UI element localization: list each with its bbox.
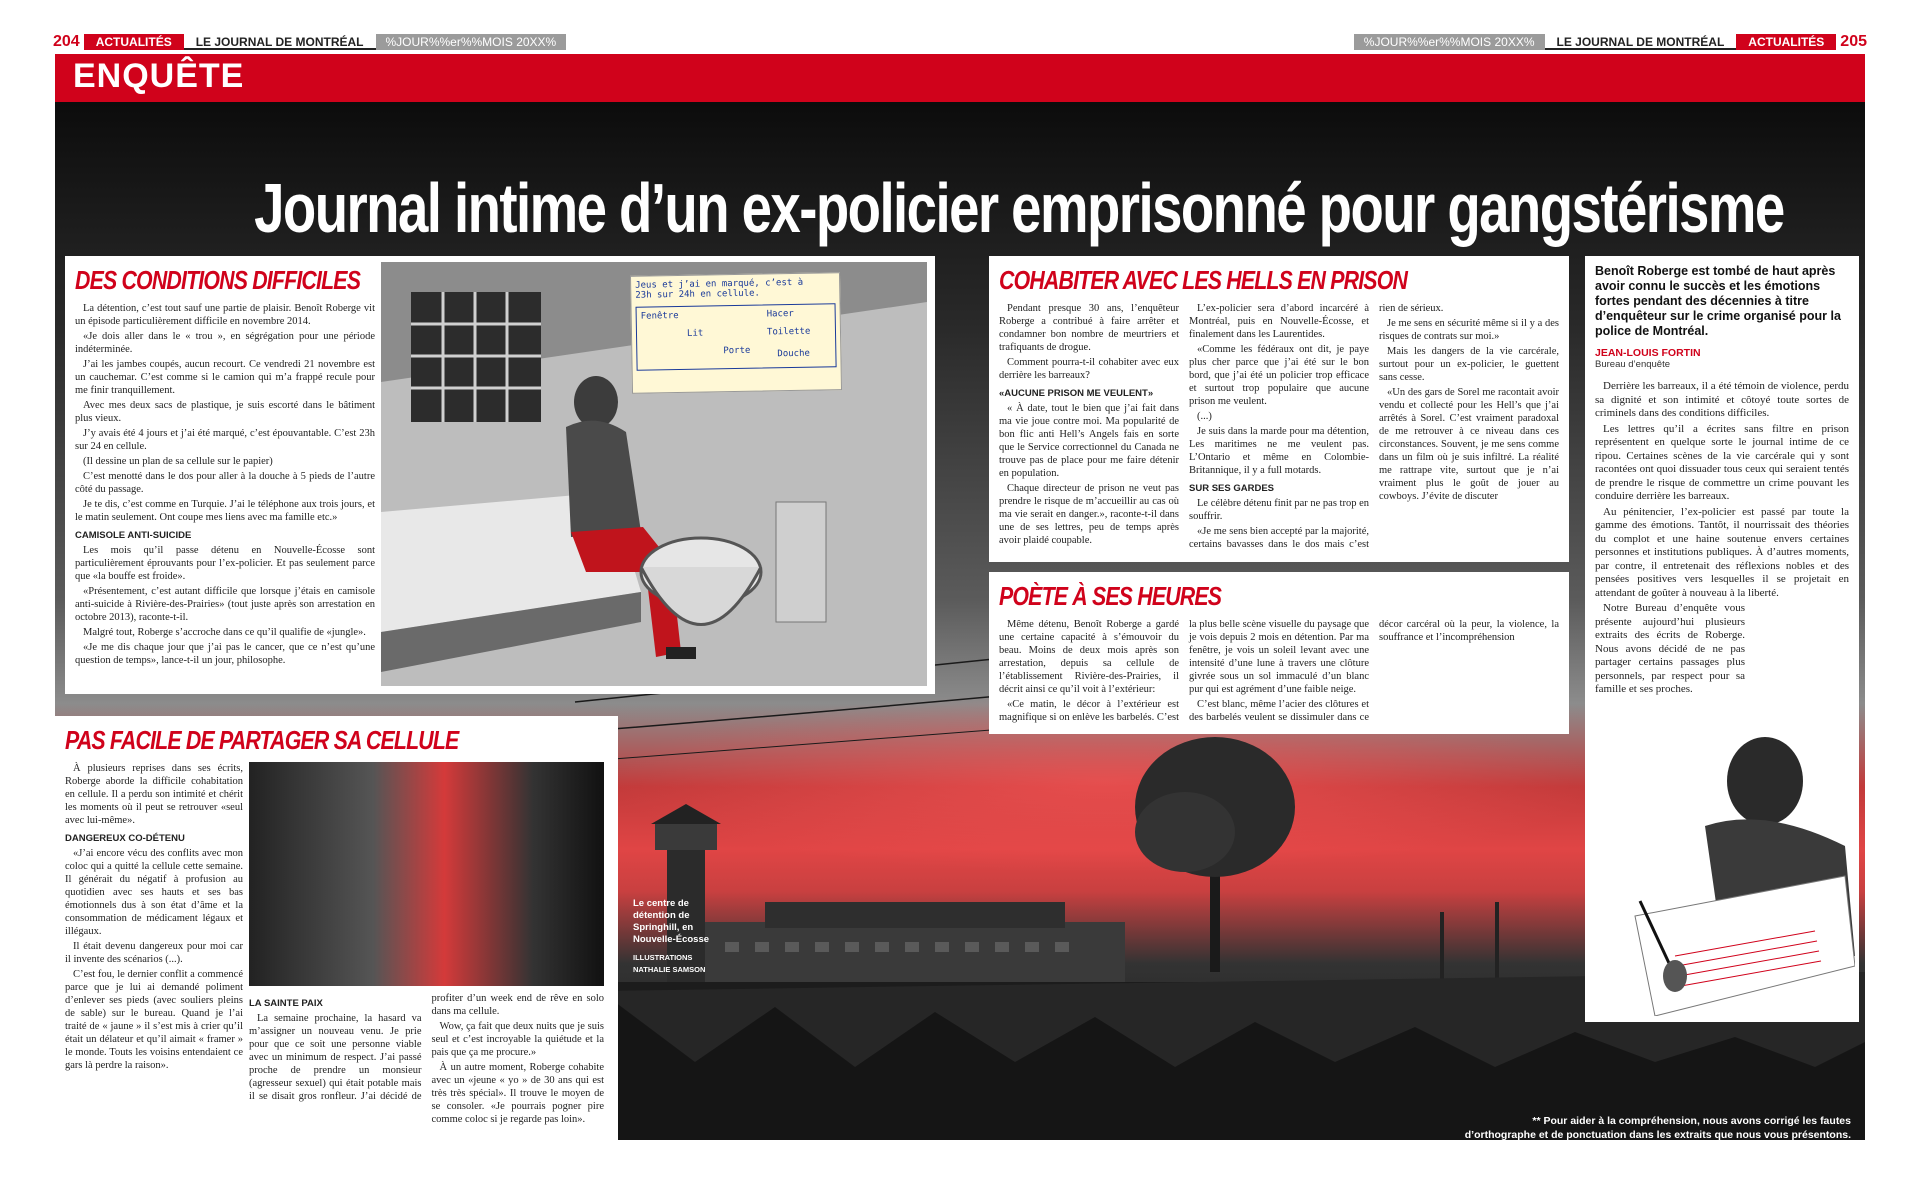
date-placeholder-right: %JOUR%%er%%MOIS 20XX% bbox=[1354, 34, 1545, 50]
article-text bbox=[249, 992, 604, 1126]
paragraph: L’ex-policier sera d’abord incarcéré à Montréal, puis en Nouvelle-Écosse, et finalement dans les Laurentides. bbox=[1189, 303, 1369, 340]
paragraph: Wow, ça fait que deux nuits que je suis seul et c’est incroyable la quiétude et la pais que ça me procure.» bbox=[431, 1021, 604, 1058]
paragraph: Pendant presque 30 ans, l’enquêteur Roberge a contribué à faire arrêter et condamner bon nombre de meurtriers et trafiquants de drogue. bbox=[999, 303, 1179, 353]
footnote bbox=[1431, 1114, 1851, 1142]
lede: Benoît Roberge est tombé de haut après avoir connu le succès et les émotions fortes pendant des décennies à titre d’enquêteur sur le crime organisé pour la police de Montréal. bbox=[1595, 264, 1841, 338]
article-text bbox=[75, 302, 375, 669]
page-number-left: 204 bbox=[53, 33, 80, 50]
paragraph: Notre Bureau d’enquête vous présente aujourd’hui plusieurs extraits des écrits de Roberge. Nous avons décidé de ne pas partager certains passages plus personnels, par respect pour sa famille et ses proches. bbox=[1595, 602, 1745, 695]
paragraph: « À date, tout le bien que j’ai fait dans ma vie joue contre moi. Ma popularité de bon flic anti Hell’s Angels fais en sorte que le Service correctionnel du Canada ne trouve pas de place pour me faire détenir en population. bbox=[999, 403, 1179, 479]
byline: JEAN-LOUIS FORTIN bbox=[1595, 347, 1701, 359]
paragraph: Au pénitencier, l’ex-policier est passé par toute la gamme des émotions. Tantôt, il nourrissait des théories du complot et une haine soutenue envers certaines personnes et institutions publiques. À d’autres moments, par contre, il entretenait des réflexions nobles et des pensées positives vers lesquelles il se projetait en attendant de goûter à nouveau à la liberté. bbox=[1595, 505, 1849, 599]
headline: Journal intime d’un ex-policier emprisonné pour gangstérisme bbox=[254, 169, 1784, 247]
paragraph: Je te dis, c’est comme en Turquie. J’ai le téléphone aux trois jours, et le matin seulement. Ont coupe mes liens avec ma famille etc.» bbox=[75, 499, 375, 523]
paragraph: La détention, c’est tout sauf une partie de plaisir. Benoît Roberge vit un épisode particulièrement difficile en novembre 2014. bbox=[75, 303, 375, 327]
paragraph: «Je me dis chaque jour que j’ai pas le cancer, que ce n’est qu’une question de temps», lance-t-il un jour, philosophe. bbox=[75, 642, 375, 666]
footnote-line: ** Pour aider à la compréhension, nous avons corrigé les fautes bbox=[1532, 1115, 1851, 1127]
paragraph: Mais les dangers de la vie carcérale, surtout pour un ex-policier, le guettent sans cesse. bbox=[1379, 346, 1559, 383]
subheading: CAMISOLE ANTI-SUICIDE bbox=[75, 530, 192, 541]
footnote-line: d’orthographe et de ponctuation dans les extraits que nous vous présentons. bbox=[1464, 1129, 1851, 1141]
folio-left bbox=[49, 34, 566, 50]
panel-intro bbox=[1585, 256, 1859, 1022]
subheading: SUR SES GARDES bbox=[1189, 483, 1274, 494]
paragraph: «Ce matin, le décor à l’extérieur est magnifique si on enlève les barbelés. C’est la plus belle scène visuelle du paysage que je vois depuis 2 mois en détention. Par ma fenêtre, je vois un soleil levant avec une intensité d’une lune à travers une clôture givrée sous un sol immaculé d’un blanc pur qui est agrément d’une faible neige. bbox=[999, 619, 1369, 723]
article-text bbox=[999, 618, 1559, 728]
paragraph: Les mois qu’il passe détenu en Nouvelle-Écosse sont particulièrement éprouvants pour l’ex-policier. Et pas seulement parce que «la bouffe est froide». bbox=[75, 545, 375, 582]
paragraph: «Comme les fédéraux ont dit, je paye plus cher parce que j’ai été sur le bon bord, que j’ai été un policier trop efficace et surtout trop populaire que aucune prison me veulent. bbox=[1189, 344, 1369, 407]
section-banner bbox=[55, 54, 1865, 102]
paragraph: Même détenu, Benoît Roberge a gardé une certaine capacité à s’émouvoir du beau. Moins de deux mois après son arrestation, depuis sa cellule de l’établissement Rivière-des-Prairies, il décrit ainsi ce qu’il voit à l’extérieur: bbox=[999, 619, 1179, 695]
paragraph: J’y avais été 4 jours et j’ai été marqué, c’est épouvantable. C’est 23h sur 24 en cellule. bbox=[75, 428, 375, 452]
panel-partager bbox=[55, 716, 618, 1140]
article-text bbox=[1595, 380, 1849, 697]
article-text bbox=[999, 302, 1559, 554]
credit-label: ILLUSTRATIONS bbox=[633, 953, 693, 962]
cell-plan-drawing bbox=[636, 303, 837, 370]
folio-right bbox=[1354, 34, 1871, 50]
date-placeholder-left: %JOUR%%er%%MOIS 20XX% bbox=[376, 34, 567, 50]
paragraph: J’ai les jambes coupés, aucun recourt. Ce vendredi 21 novembre est un cauchemar. C’est comme si le camion qui m’a frappé recule pour me finir tranquillement. bbox=[75, 359, 375, 396]
paragraph: Comment pourra-t-il cohabiter avec eux derrière les barreaux? bbox=[999, 357, 1179, 381]
panel-title: POÈTE À SES HEURES bbox=[999, 581, 1222, 611]
panel-title: DES CONDITIONS DIFFICILES bbox=[75, 265, 361, 295]
kicker: ENQUÊTE bbox=[73, 57, 245, 95]
paragraph: C’est blanc, même l’acier des clôtures et des barbelés veulent se dissimuler dans ce décor carcéral où la peur, la violence, la souffrance et l’incompréhension bbox=[1189, 619, 1559, 723]
handwritten-note bbox=[630, 272, 842, 394]
article-text bbox=[65, 762, 243, 1074]
panel-title: COHABITER AVEC LES HELLS EN PRISON bbox=[999, 265, 1408, 295]
paragraph: À un autre moment, Roberge cohabite avec un «jeune « yo » de 30 ans qui est très très spécial». Il trouve le moyen de se consoler. «Je pourrais pogner pire comme coloc si je regarde pas loin». bbox=[431, 1062, 604, 1125]
paragraph: Il était devenu dangereux pour moi car il invente des scénarios (...). bbox=[65, 941, 243, 965]
article-body bbox=[55, 102, 1865, 1140]
plan-label: Toilette bbox=[766, 326, 811, 338]
paragraph: «Je me sens bien accepté par la majorité, certains bavasses dans le dos mais c’est rien de sérieux. bbox=[1189, 303, 1444, 550]
section-label-left: ACTUALITÉS bbox=[84, 34, 184, 50]
plan-label: Douche bbox=[777, 348, 810, 360]
paragraph: C’est menotté dans le dos pour aller à la douche à 5 pieds de l’autre côté du passage. bbox=[75, 471, 375, 495]
paragraph: Le célèbre détenu finit par ne pas trop en souffrir. bbox=[1189, 498, 1370, 522]
plan-label: Lit bbox=[686, 328, 704, 339]
subheading: DANGEREUX CO-DÉTENU bbox=[65, 833, 185, 844]
paragraph: C’est fou, le dernier conflit a commencé parce que je lui ai demandé poliment d’enlever ses pieds (avec souliers pleins de sable) sur le bureau. Quand je l’ai traité de « jaune » il s’est mis à crier qu’il était un délateur et qu’il aimait « framer » le monde. Touts les voisins entendaient ce gars là perdre la raison». bbox=[65, 969, 243, 1071]
panel-poete bbox=[989, 572, 1569, 734]
plan-label: Porte bbox=[723, 345, 751, 357]
plan-label: Fenêtre bbox=[640, 310, 679, 322]
publication-name-left: LE JOURNAL DE MONTRÉAL bbox=[184, 34, 376, 50]
subheading: «AUCUNE PRISON ME VEULENT» bbox=[999, 388, 1154, 399]
note-line: Jeus et j’ai en marqué, c’est à bbox=[635, 277, 804, 291]
illustration-caption bbox=[633, 898, 713, 976]
paragraph: Je me sens en sécurité même si il y a des risques de contrats sur moi.» bbox=[1379, 318, 1559, 342]
paragraph: Avec mes deux sacs de plastique, je suis escorté dans le bâtiment plus vieux. bbox=[75, 400, 375, 424]
paragraph: «J’ai encore vécu des conflits avec mon coloc qui a quitté la cellule cette semaine. Il générait du négatif à profusion au quotidien avec ses hauts et ses bas émotionnels dus à son état d’âme et la consommation de médicament légaux et illégaux. bbox=[65, 848, 243, 937]
panel-title: PAS FACILE DE PARTAGER SA CELLULE bbox=[65, 725, 459, 755]
paragraph: Je suis dans la marde pour ma détention, Les maritimes ne me veulent pas. L’Ontario et même en Colombie-Britannique, il y a full motards. bbox=[1189, 426, 1369, 476]
paragraph: Malgré tout, Roberge s’accroche dans ce qu’il qualifie de «jungle». bbox=[83, 627, 366, 638]
paragraph: (Il dessine un plan de sa cellule sur le papier) bbox=[83, 456, 273, 467]
writing-man-illustration bbox=[1615, 726, 1855, 1016]
note-line: 23h sur 24h en cellule. bbox=[635, 288, 761, 301]
page-number-right: 205 bbox=[1840, 33, 1867, 50]
publication-name-right: LE JOURNAL DE MONTRÉAL bbox=[1545, 34, 1737, 50]
paragraph: «Je dois aller dans le « trou », en ségrégation pour une période indéterminée. bbox=[75, 331, 375, 355]
paragraph: À plusieurs reprises dans ses écrits, Roberge aborde la difficile cohabitation en cellule. Il a perdu son intimité et chérit les moments où il peut se retrouver «seul avec lui-même». bbox=[65, 763, 243, 826]
corridor-illustration bbox=[249, 762, 604, 986]
byline-bureau: Bureau d’enquête bbox=[1595, 359, 1671, 370]
panel-conditions bbox=[65, 256, 935, 694]
panel-hells bbox=[989, 256, 1569, 562]
section-label-right: ACTUALITÉS bbox=[1736, 34, 1836, 50]
paragraph: Les lettres qu’il a écrites sans filtre en prison représentent en quelque sorte le journal intime de ce ripou. Certaines scènes de la vie carcérale qui y sont racontées ont quoi dissuader tous ceux qui seraient tentés de prendre le risque de commettre un crime pouvant les conduire derrière les barreaux. bbox=[1595, 422, 1849, 502]
newspaper-spread bbox=[55, 34, 1865, 1140]
subheading: LA SAINTE PAIX bbox=[249, 998, 323, 1009]
credit-name: NATHALIE SAMSON bbox=[633, 965, 706, 974]
caption-text: Le centre de détention de Springhill, en Nouvelle-Écosse bbox=[633, 898, 710, 945]
cell-illustration bbox=[381, 262, 927, 686]
paragraph: La semaine prochaine, la hasard va m’assigner un nouveau venu. Je prie pour que ce soit une personne viable avec un minimum de respect. J’ai passé proche de prendre un monsieur (agresseur sexuel) qui était potable mais il se disait gros ronfleur. J’ai décidé de profiter d’un week end de rêve en solo dans ma cellule. bbox=[249, 993, 604, 1102]
illustration-credit bbox=[633, 952, 713, 976]
paragraph: Derrière les barreaux, il a été témoin de violence, perdu sa dignité et son intimité et côtoyé toute sortes de criminels dans des conditions difficiles. bbox=[1595, 380, 1849, 419]
paragraph: «Un des gars de Sorel me racontait avoir vendu et collecté pour les Hell’s que j’ai arrêtés à Sorel. C’est vraiment paradoxal de me retrouver à ce niveau dans ces circonstances. Souvent, je me sens comme dans un film où je suis infiltré. La réalité me rattrape vite, surtout que je n’ai vraiment plus le goût de jouer au cowboys. J’évite de discuter bbox=[1379, 387, 1559, 502]
plan-label: Hacer bbox=[766, 308, 794, 320]
paragraph: Chaque directeur de prison ne veut pas prendre le risque de m’accueillir au cas où ma vie serait en danger.», raconte-t-il dans une de ses lettres, peu de temps après avoir plaidé coupable. bbox=[999, 483, 1179, 546]
paragraph: (...) bbox=[1197, 411, 1212, 422]
paragraph: «Présentement, c’est autant difficile que lorsque j’étais en camisole anti-suicide à Rivière-des-Prairies» (tout juste après son arrestation en octobre 2013), raconte-t-il. bbox=[75, 586, 375, 623]
